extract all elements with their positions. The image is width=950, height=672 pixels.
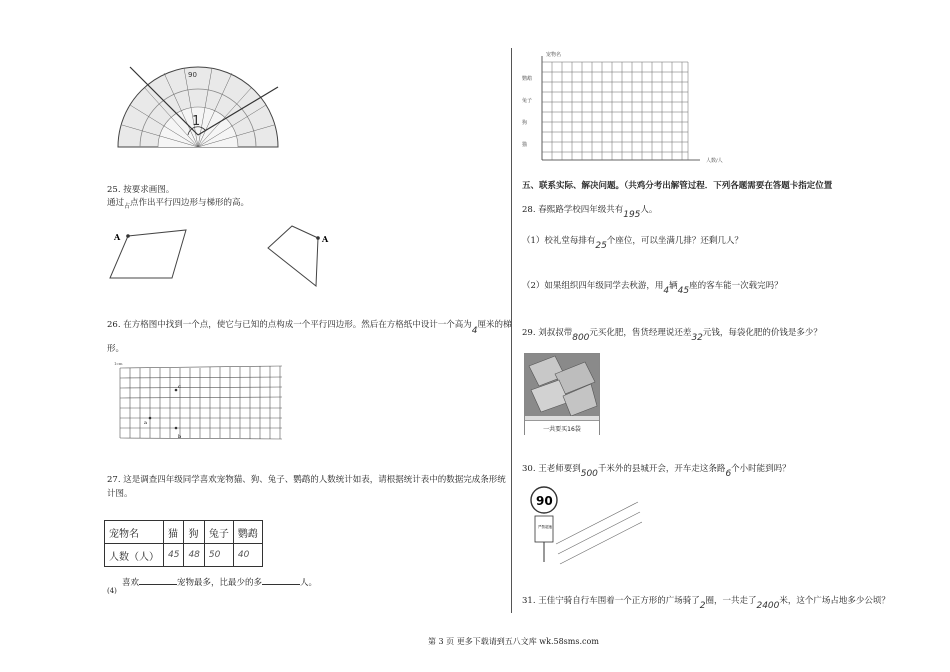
chart-category-label: 鹦鹉 [522,76,533,82]
q25-instruction: 通过$_占$点作出平行四边形与梯形的高。 [107,198,250,210]
table-cell: 45 [164,544,184,567]
pet-stats-table [104,520,263,567]
fertilizer-caption: 一共要买16袋 [525,420,599,439]
chart-category-label: 猫 [522,142,528,148]
parallelogram-point-label: A [114,232,121,242]
table-cell: 40 [233,544,262,567]
grid-point-a: a [144,420,147,426]
q28-part2: （2）如果组织四年级同学去秋游，用4辆45座的客车能一次载完吗？ [522,281,783,296]
q25-title: 25. 按要求画图。 [107,185,175,195]
grid-point-c: c [178,384,181,390]
table-header-cell: 猫 [164,521,184,544]
q27-fill-sentence: 喜欢 宠物最多，比最少的多 人。 [122,578,318,588]
table-cell: 50 [204,544,233,567]
chart-y-title: 宠物名 [546,52,562,58]
column-divider [511,48,512,613]
table-header-cell: 宠物名 [105,521,164,544]
table-row [105,521,263,544]
speed-limit-sign: 90 [536,494,553,508]
table-row-label: 人数（人） [105,544,164,567]
q30-stem: 30. 王老师要到500千米外的县城开会，开车走这条路6个小时能到吗？ [522,464,791,479]
table-header-cell: 狗 [184,521,204,544]
speed-sign-text: 严禁超速 [538,525,552,529]
table-header-cell: 兔子 [204,521,233,544]
table-cell: 48 [184,544,204,567]
q26-line2: 形。 [107,344,125,354]
q27-mark: (4) [107,587,117,595]
q29-stem: 29. 刘叔叔带800元买化肥，售货经理说还差32元钱，每袋化肥的价钱是多少？ [522,328,822,343]
protractor-center-label: 1 [192,114,201,129]
q27-line2: 计图。 [107,489,133,499]
fertilizer-photo [524,353,600,435]
svg-text:90: 90 [188,71,197,79]
q28-part1: （1）校礼堂每排有25个座位，可以坐满几排？还剩几人？ [522,236,743,251]
table-row [105,544,263,567]
chart-x-title: 人数/人 [706,158,723,164]
table-header-cell: 鹦鹉 [233,521,262,544]
trapezoid-point-label: A [322,234,329,244]
q26-instruction: 26. 在方格图中找到一个点，使它与已知的点构成一个平行四边形。然后在方格纸中设计一个高为4厘米的梯 [107,320,512,336]
page-footer: 第 3 页 更多下载请到五八文库 wk.58sms.com [428,637,599,646]
pet-bar-chart [520,48,750,168]
protractor-figure [110,55,290,155]
q26-grid [112,360,292,446]
q27-line1: 27. 这是调查四年级同学喜欢宠物猫、狗、兔子、鹦鹉的人数统计如表，请根据统计表中的数据完成条形统 [107,475,506,485]
grid-point-b: b [178,434,182,440]
chart-category-label: 狗 [522,120,528,126]
q28-stem: 28. 春熙路学校四年级共有195人。 [522,205,658,220]
q25-shapes [100,220,340,290]
chart-category-label: 兔子 [522,98,533,104]
q31-stem: 31. 王佳宁骑自行车围着一个正方形的广场骑了2圈，一共走了2400米，这个广场占地多少公顷？ [522,596,890,611]
grid-unit-label: 1cm [114,361,123,366]
section5-title: 五、联系实际、解决问题。（共鸡分考出解管过程．下列各题需要在答题卡指定位置 [522,181,833,191]
speed-limit-road-figure [522,484,642,566]
